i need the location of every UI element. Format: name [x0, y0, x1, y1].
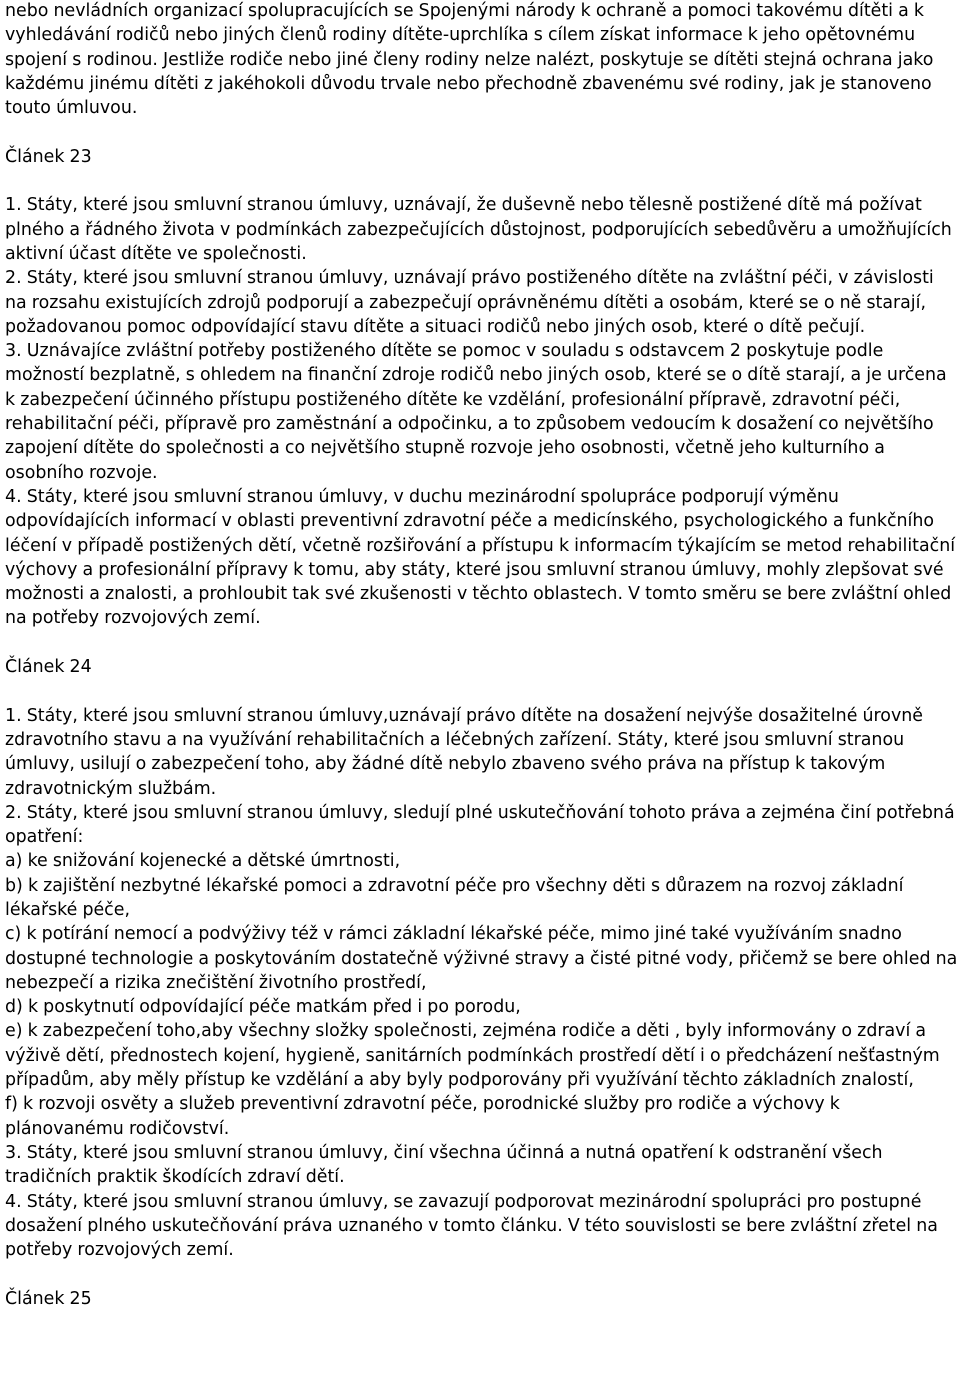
article-24-item-c: c) k potírání nemocí a podvýživy též v rámci základní lékařské péče, mimo jiné také využíváním snadno dostupné technologie a poskytováním dostatečně výživné stravy a čisté pitné vody, přičemž se bere ohled na nebezpečí a rizika znečištění životního prostředí, — [5, 924, 958, 993]
article-23-paragraph-1: 1. Státy, které jsou smluvní stranou úmluvy, uznávají, že duševně nebo tělesně postižené dítě má požívat plného a řádného života v podmínkách zabezpečujících důstojnost, podporujících sebedůvěru a umožňujících aktivní účast dítěte ve společnosti. — [5, 195, 952, 264]
article-24-item-f: f) k rozvoji osvěty a služeb preventivní zdravotní péče, porodnické služby pro rodiče a výchovy k plánovanému rodičovství. — [5, 1094, 840, 1139]
article-24-item-e: e) k zabezpečení toho,aby všechny složky společnosti, zejména rodiče a děti , byly informovány o zdraví a výživě dětí, přednostech kojení, hygieně, sanitárních podmínkách prostředí dětí i o předcházení nešťastným případům, aby měly přístup ke vzdělání a aby byly podporovány při využívání těchto základních znalostí, — [5, 1021, 940, 1091]
article-23-paragraph-4: 4. Státy, které jsou smluvní stranou úmluvy, v duchu mezinárodní spolupráce podporují výměnu odpovídajících informací v oblasti preventivní zdravotní péče a medicínského, psychologického a funkčního léčení v případě postižených dětí, včetně rozšiřování a přístupu k informacím týkajícím se metod rehabilitační výchovy a profesionální přípravy k tomu, aby státy, které jsou smluvní stranou úmluvy, mohly zlepšovat své možnosti a znalosti, a prohloubit tak své zkušenosti v těchto oblastech. V tomto směru se bere zvláštní ohled na potřeby rozvojových zemí. — [5, 486, 956, 629]
article-24-item-b: b) k zajištění nezbytné lékařské pomoci a zdravotní péče pro všechny děti s důrazem na rozvoj základní lékařské péče, — [5, 875, 904, 920]
article-24-heading: Článek 24 — [5, 657, 92, 678]
article-24-item-d: d) k poskytnutí odpovídající péče matkám před i po porodu, — [5, 997, 521, 1018]
article-23-paragraph-2: 2. Státy, které jsou smluvní stranou úmluvy, uznávají právo postiženého dítěte na zvláštní péči, v závislosti na rozsahu existujících zdrojů podporují a zabezpečují oprávněnému dítěti a osobám, které se o ně starají, požadovanou pomoc odpovídající stavu dítěte a situaci rodičů nebo jiných osob, které o dítě pečují. — [5, 268, 934, 337]
article-24-paragraph-4: 4. Státy, které jsou smluvní stranou úmluvy, se zavazují podporovat mezinárodní spolupráci pro postupné dosažení plného uskutečňování práva uznaného v tomto článku. V této souvislosti se bere zvláštní zřetel na potřeby rozvojových zemí. — [5, 1191, 938, 1261]
article-25-heading: Článek 25 — [5, 1288, 92, 1309]
article-24-paragraph-3: 3. Státy, které jsou smluvní stranou úmluvy, činí všechna účinná a nutná opatření k odstranění všech tradičních praktik škodících zdraví dětí. — [5, 1142, 883, 1188]
article-23-heading: Článek 23 — [5, 146, 92, 167]
article-23-paragraph-3: 3. Uznávajíce zvláštní potřeby postiženého dítěte se pomoc v souladu s odstavcem 2 poskytuje podle možností bezplatně, s ohledem na finanční zdroje rodičů nebo jiných osob, které se o dítě starají, a je určena k zabezpečení účinného přístupu postiženého dítěte ke vzdělání, profesionální přípravě, zdravotní péči, rehabilitační péči, přípravě pro zaměstnání a odpočinku, a to způsobem vedoucím k dosažení co největšího zapojení dítěte do společnosti a co největšího stupně rozvoje jeho osobnosti, včetně jeho kulturního a osobního rozvoje. — [5, 341, 947, 483]
article-24-paragraph-2: 2. Státy, které jsou smluvní stranou úmluvy, sledují plné uskutečňování tohoto práva a zejména činí potřebná opatření: — [5, 802, 955, 848]
intro-paragraph: nebo nevládních organizací spolupracujících se Spojenými národy k ochraně a pomoci takovému dítěti a k vyhledávání rodičů nebo jiných členů rodiny dítěte-uprchlíka s cílem získat informace k jeho opětovnému spojení s rodinou. Jestliže rodiče nebo jiné členy rodiny nelze nalézt, poskytuje se dítěti stejná ochrana jako každému jinému dítěti z jakéhokoli důvodu trvale nebo přechodně zbavenému své rodiny, jak je stanoveno touto úmluvou. — [5, 1, 934, 119]
document-page — [5, 0, 960, 1335]
article-23-body — [5, 193, 960, 630]
article-24-body — [5, 704, 960, 1263]
article-24-paragraph-1: 1. Státy, které jsou smluvní stranou úmluvy,uznávají právo dítěte na dosažení nejvýše dosažitelné úrovně zdravotního stavu a na využívání rehabilitačních a léčebných zařízení. Státy, které jsou smluvní stranou úmluvy, usilují o zabezpečení toho, aby žádné dítě nebylo zbaveno svého práva na přístup k takovým zdravotnickým službám. — [5, 705, 923, 799]
article-24-item-a: a) ke snižování kojenecké a dětské úmrtnosti, — [5, 851, 401, 872]
